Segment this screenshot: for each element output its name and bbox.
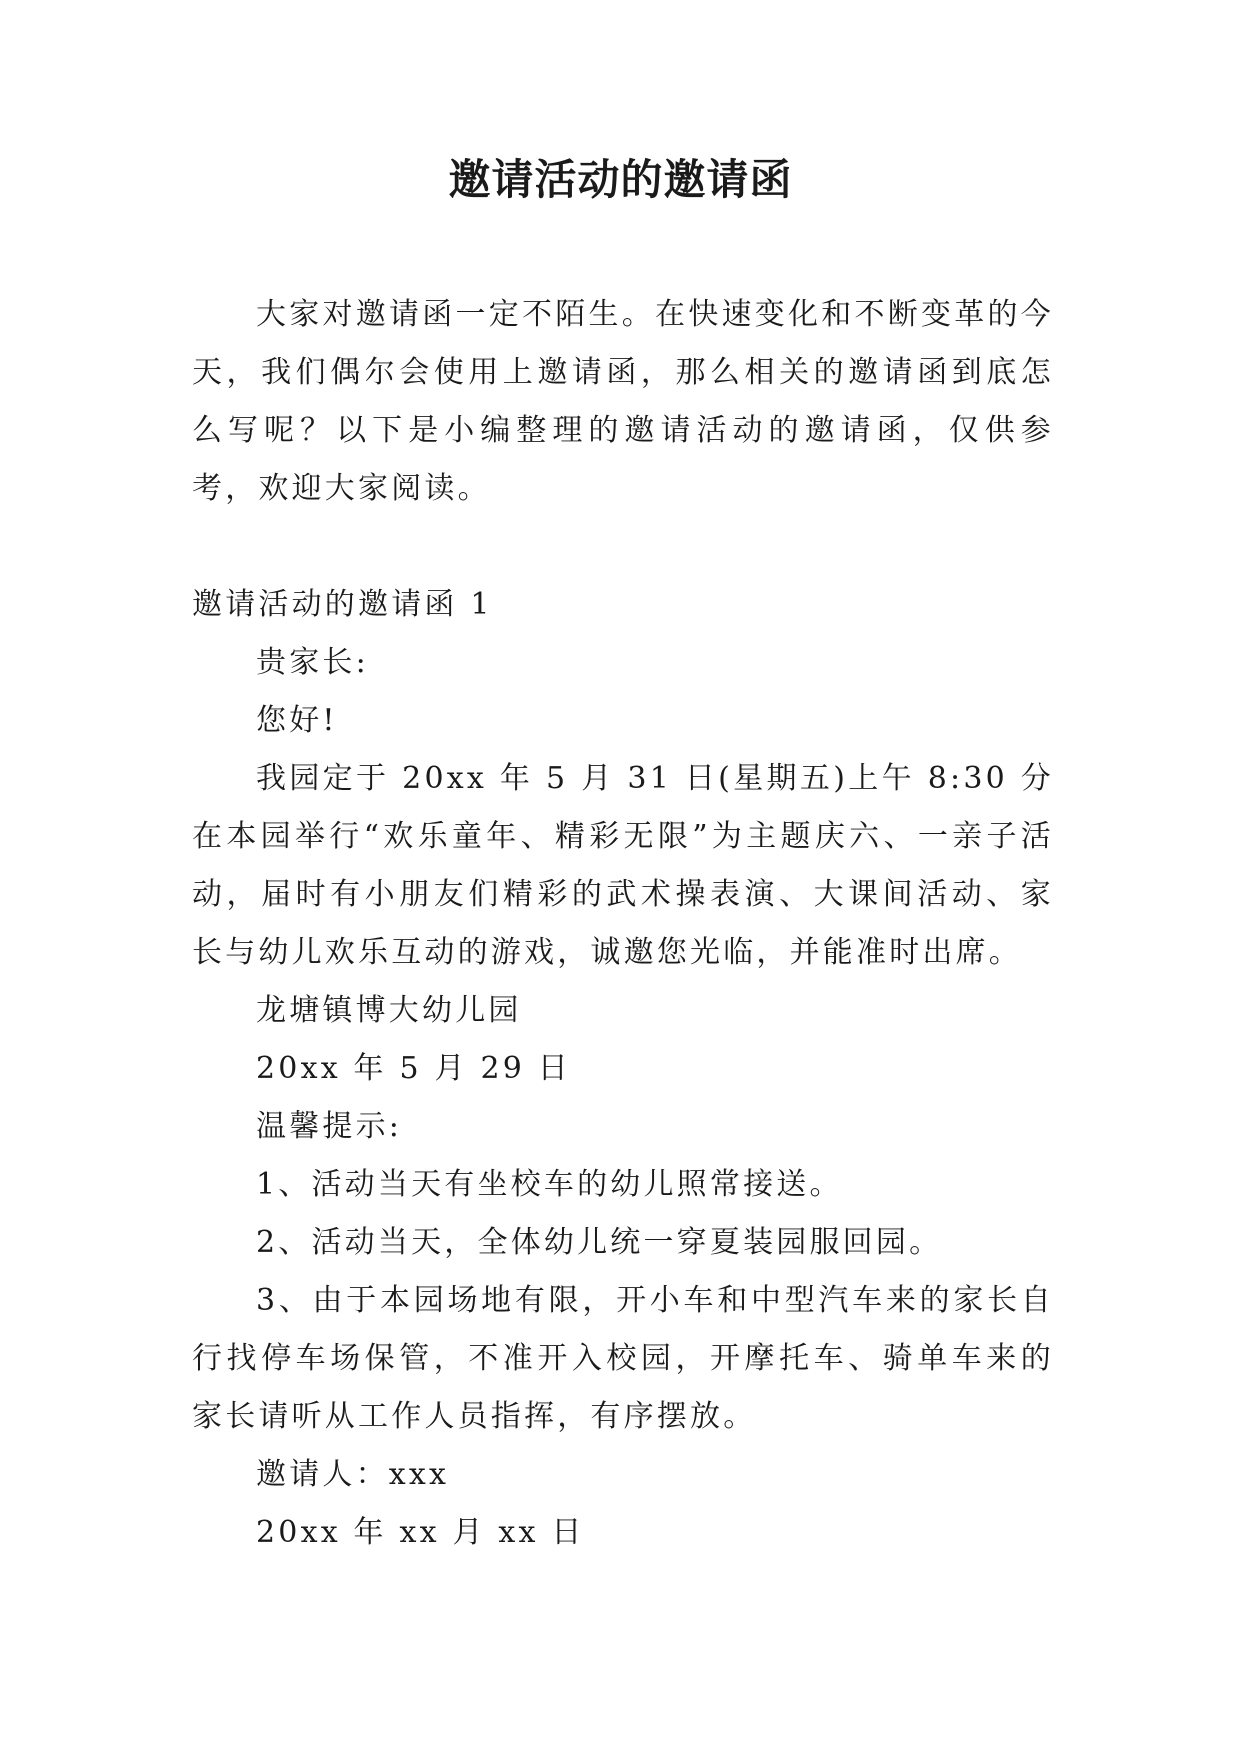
tips-heading: 温馨提示: (256, 1109, 403, 1144)
salutation: 贵家长: (256, 645, 369, 680)
intro-paragraph: 大家对邀请函一定不陌生。在快速变化和不断变革的今天，我们偶尔会使用上邀请函，那么相关的邀请函到底怎么写呢？以下是小编整理的邀请活动的邀请函，仅供参考，欢迎大家阅读。 (192, 297, 1054, 506)
page-title: 邀请活动的邀请函 (448, 155, 793, 204)
greeting: 您好! (256, 703, 338, 738)
document-body (192, 286, 1054, 1562)
organizer-name: 龙塘镇博大幼儿园 (256, 993, 522, 1028)
inviter-date: 20xx 年 xx 月 xx 日 (256, 1515, 585, 1550)
section-heading: 邀请活动的邀请函 1 (192, 587, 493, 622)
invitation-paragraph: 我园定于 20xx 年 5 月 31 日(星期五)上午 8:30 分在本园举行“欢乐童年、精彩无限”为主题庆六、一亲子活动，届时有小朋友们精彩的武术操表演、大课间活动、家长与幼儿欢乐互动的游戏，诚邀您光临，并能准时出席。 (192, 761, 1054, 970)
tip-item: 3、由于本园场地有限，开小车和中型汽车来的家长自行找停车场保管，不准开入校园，开摩托车、骑单车来的家长请听从工作人员指挥，有序摆放。 (192, 1283, 1054, 1434)
organizer-date: 20xx 年 5 月 29 日 (256, 1051, 571, 1086)
tip-item: 2、活动当天，全体幼儿统一穿夏装园服回园。 (256, 1225, 943, 1260)
tip-item: 1、活动当天有坐校车的幼儿照常接送。 (256, 1167, 843, 1202)
inviter-name: 邀请人：xxx (256, 1457, 450, 1492)
